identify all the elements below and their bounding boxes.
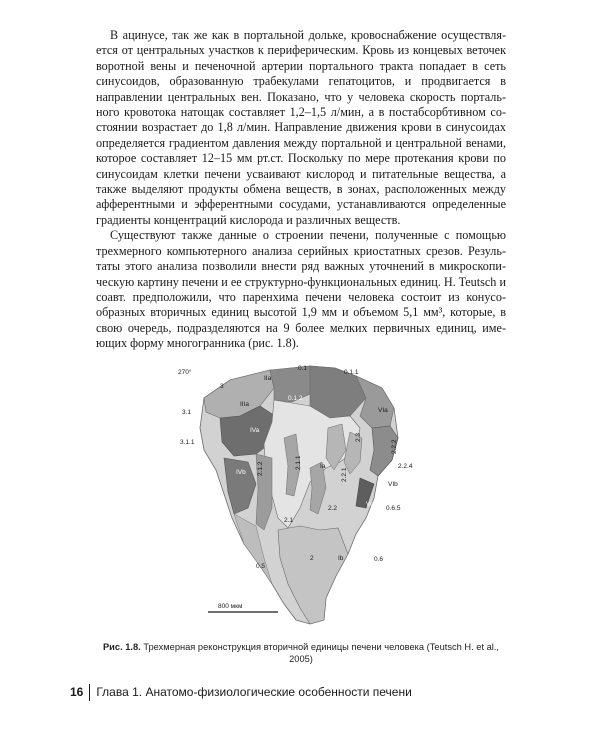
label-0-1: 0.1 <box>298 365 308 372</box>
paragraph-1: В ацинусе, так же как в портальной дольке, кровоснабжение осуществляется от центральных участков к периферическим. Кровь из концевых веточек воротной вены и печеночной артерии портального тракта попадает в сеть синусоидов, образованную трабекулами гепатоцитов, и продвигается в направлении центральных вен. Показано, что у человека скорость портального кровотока натощак составляет 1,2–1,5 л/мин, а в постабсорбтивном состоянии возрастает до 1,8 л/мин. Направление движения крови в синусоидах определяется градиентом давления между портальной и центральной венами, которое составляет 12–15 мм рт.ст. Поскольку по мере протекания крови по синусоидам клетки печени усваивают кислород и питательные вещества, а также выделяют продукты обмена веществ, в зонах, расположенных между афферентными и эфферентными сосудами, устанавливаются определенные градиенты концентраций кислорода и различных веществ. <box>96 28 506 227</box>
label-IVb: IVb <box>236 469 246 476</box>
page-footer <box>70 683 412 701</box>
label-3-1: 3.1 <box>182 409 192 416</box>
label-3: 3 <box>220 383 224 390</box>
label-2-2: 2.2 <box>328 505 338 512</box>
label-IVa: IVa <box>250 427 260 434</box>
label-2-2-1: 2.2.1 <box>341 467 348 482</box>
paragraph-2: Существуют также данные о строении печени, полученные с помощью трехмерного компьютерного анализа серийных криостатных срезов. Результаты этого анализа позволили внести ряд важных уточнений в микроскопическую картину печени и ее структурно-функциональных единиц. H. Teutsch и соавт. предположили, что паренхима печени человека состоит из конусообразных вторичных единиц высотой 1,9 мм и объемом 5,1 мм³, которые, в свою очередь, подразделяются на 9 более мелких первичных единиц, имеющих форму многогранника (рис. 1.8). <box>96 228 506 351</box>
label-0-6-5: 0.6.5 <box>386 505 401 512</box>
label-IIa: IIa <box>264 375 272 382</box>
label-0-1-2: 0.1.2 <box>288 395 303 402</box>
label-Ia: Ia <box>320 463 326 470</box>
label-2: 2 <box>310 555 314 562</box>
label-VIb: VIb <box>388 481 398 488</box>
label-3-1-1: 3.1.1 <box>180 439 195 446</box>
figure-liver-reconstruction <box>160 358 430 638</box>
label-2-1-2: 2.1.2 <box>257 461 264 476</box>
caption-text: Трехмерная реконструкция вторичной единицы печени человека (Teutsch H. et al., 2005) <box>140 642 500 664</box>
label-0-5: 0.5 <box>256 563 266 570</box>
label-VIa: VIa <box>378 407 388 414</box>
label-2-1-1: 2.1.1 <box>295 455 302 470</box>
caption-prefix: Рис. 1.8. <box>102 642 141 652</box>
figure-caption <box>96 641 506 665</box>
label-Ib: Ib <box>338 555 344 562</box>
label-2-2-4: 2.2.4 <box>398 463 413 470</box>
footer-divider <box>89 684 90 701</box>
label-Vd: Vd <box>366 501 374 508</box>
label-2-3: 2.3 <box>355 432 362 442</box>
label-2-1: 2.1 <box>284 517 294 524</box>
label-0-6: 0.6 <box>374 556 384 563</box>
liver-unit-diagram <box>160 358 430 638</box>
label-IIIa: IIIa <box>240 401 250 408</box>
scale-label: 800 мкм <box>218 603 243 610</box>
label-0-1-1: 0.1.1 <box>344 369 359 376</box>
chapter-title: Глава 1. Анатомо-физиологические особенности печени <box>96 685 412 699</box>
page-number: 16 <box>70 685 84 699</box>
label-angle: 270° <box>178 369 192 376</box>
body-text <box>96 28 506 352</box>
label-2-2-2: 2.2.2 <box>391 439 398 454</box>
